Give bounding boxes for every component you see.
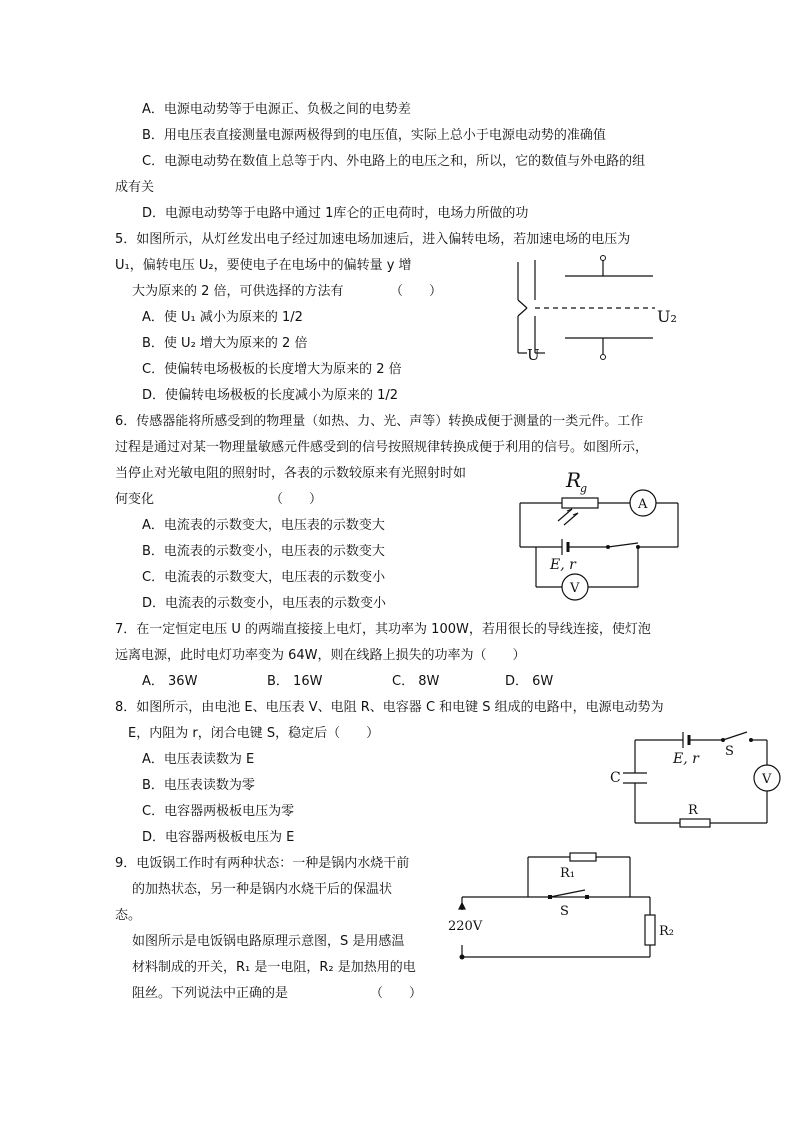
q6-option-a: A．电流表的示数变大，电压表的示数变大	[142, 518, 385, 533]
fig6-voltmeter-label: V	[570, 581, 580, 596]
fig9-switch-label: S	[560, 904, 569, 919]
q9-rice-cooker-figure	[440, 845, 680, 970]
fig9-r2-label: R₂	[659, 924, 674, 939]
fig5-u2-label: U₂	[657, 307, 677, 326]
q4-option-b: B．用电压表直接测量电源两极得到的电压值，实际上总小于电源电动势的准确值	[142, 128, 606, 143]
q5-deflection-figure	[505, 250, 685, 370]
q6-stem-line4: 何变化	[115, 492, 155, 507]
q4-option-d: D．电源电动势等于电路中通过 1库仑的正电荷时，电场力所做的功	[142, 206, 529, 221]
q8-stem-line1: 8．如图所示，由电池 E、电压表 V、电阻 R、电容器 C 和电键 S 组成的电路中，电源电动势为	[115, 700, 664, 715]
q8-capacitor-figure	[605, 725, 790, 835]
q6-option-c: C．电流表的示数变大，电压表的示数变小	[142, 570, 386, 585]
fig6-ammeter-label: A	[638, 497, 648, 512]
q8-option-c: C．电容器两极板电压为零	[142, 804, 295, 819]
q8-option-b: B．电压表读数为零	[142, 778, 255, 793]
q6-option-b: B．电流表的示数变小，电压表的示数变大	[142, 544, 385, 559]
fig8-er-label: E, r	[673, 751, 699, 767]
fig5-u-label: U	[527, 346, 540, 364]
q5-stem-line3: 大为原来的 2 倍，可供选择的方法有	[132, 284, 344, 299]
q9-stem-line2: 的加热状态，另一种是锅内水烧干后的保温状	[132, 882, 393, 897]
q4-option-c-line2: 成有关	[115, 180, 155, 195]
q6-stem-line1: 6．传感器能将所感受到的物理量（如热、力、光、声等）转换成便于测量的一类元件。工作	[115, 414, 644, 429]
q5-stem-line2: U₁，偏转电压 U₂，要使电子在电场中的偏转量 y 增	[115, 258, 412, 273]
q9-stem-line5: 材料制成的开关，R₁ 是一电阻，R₂ 是加热用的电	[132, 960, 416, 975]
q9-answer-paren: （ ）	[370, 986, 423, 1001]
q6-photoresistor-figure	[510, 465, 690, 605]
q7-option-c: C． 8W	[392, 674, 440, 689]
q6-answer-paren: （ ）	[270, 492, 323, 507]
q9-stem-line4: 如图所示是电饭锅电路原理示意图，S 是用感温	[132, 934, 405, 949]
fig8-capacitor-label: C	[610, 770, 621, 786]
fig9-voltage-label: 220V	[448, 919, 483, 934]
q7-stem-line2: 远离电源，此时电灯功率变为 64W，则在线路上损失的功率为（ ）	[115, 648, 526, 663]
q9-stem-line3: 态。	[115, 908, 142, 923]
fig8-voltmeter-label: V	[762, 772, 772, 787]
q7-option-d: D． 6W	[505, 674, 554, 689]
q8-option-a: A．电压表读数为 E	[142, 752, 255, 767]
fig6-rg-label: R	[566, 468, 582, 492]
q9-stem-line6: 阻丝。下列说法中正确的是	[132, 986, 289, 1001]
fig8-switch-label: S	[725, 744, 734, 759]
q5-option-d: D．使偏转电场极板的长度减小为原来的 1/2	[142, 388, 399, 403]
q6-option-d: D．电流表的示数变小，电压表的示数变小	[142, 596, 387, 611]
q7-option-b: B． 16W	[267, 674, 323, 689]
q5-option-c: C．使偏转电场极板的长度增大为原来的 2 倍	[142, 362, 402, 377]
q5-stem-line1: 5．如图所示，从灯丝发出电子经过加速电场加速后，进入偏转电场，若加速电场的电压为	[115, 232, 631, 247]
fig8-resistor-label: R	[688, 803, 698, 818]
q7-option-a: A． 36W	[142, 674, 198, 689]
q9-stem-line1: 9．电饭锅工作时有两种状态：一种是锅内水烧干前	[115, 856, 410, 871]
q8-option-d: D．电容器两极板电压为 E	[142, 830, 295, 845]
q7-stem-line1: 7．在一定恒定电压 U 的两端直接接上电灯，其功率为 100W，若用很长的导线连接，使灯泡	[115, 622, 651, 637]
q6-stem-line2: 过程是通过对某一物理量敏感元件感受到的信号按照规律转换成便于利用的信号。如图所示，	[115, 440, 649, 455]
q4-option-c-line1: C．电源电动势在数值上总等于内、外电路上的电压之和，所以，它的数值与外电路的组	[142, 154, 646, 169]
fig6-er-label: E, r	[550, 557, 576, 573]
q5-option-a: A．使 U₁ 减小为原来的 1/2	[142, 310, 303, 325]
q6-stem-line3: 当停止对光敏电阻的照射时，各表的示数较原来有光照射时如	[115, 466, 467, 481]
fig9-r1-label: R₁	[560, 866, 575, 881]
fig6-rg-subscript: g	[580, 482, 588, 495]
q5-answer-paren: （ ）	[390, 284, 443, 299]
q8-stem-line2: E，内阻为 r，闭合电键 S，稳定后（ ）	[128, 726, 380, 741]
q5-option-b: B．使 U₂ 增大为原来的 2 倍	[142, 336, 308, 351]
q4-option-a: A．电源电动势等于电源正、负极之间的电势差	[142, 102, 411, 117]
